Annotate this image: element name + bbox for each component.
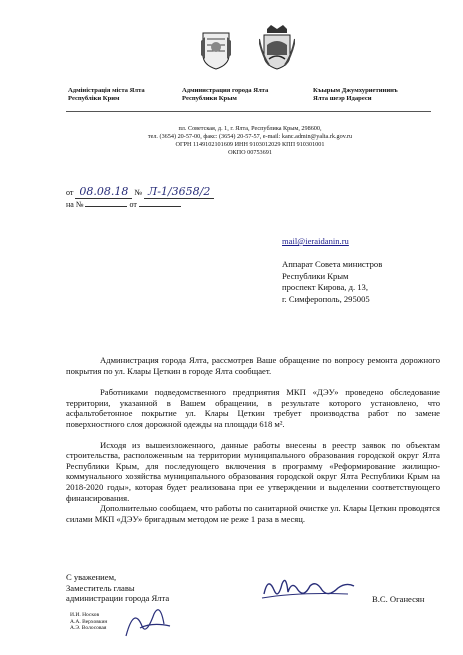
letter-body <box>66 355 440 524</box>
yalta-coat-of-arms-icon <box>259 25 295 71</box>
closing-line: С уважением, <box>66 572 117 582</box>
executor-name: И.И. Носков <box>70 612 100 618</box>
recipient-email[interactable]: mail@ieraidanin.ru <box>282 236 349 246</box>
requisites-ogrn: ОГРН 1149102101609 ИНН 9103012029 КПП 910301001 <box>175 141 325 148</box>
crimea-coat-of-arms-icon <box>201 29 231 71</box>
requisites-block <box>90 125 410 157</box>
recipient-line: Республики Крым <box>282 270 349 281</box>
header-center-russian: Администрация города Ялта Республики Крым <box>182 87 269 102</box>
requisites-address: пл. Советская, д. 1, г. Ялта, Республика Крым, 298600, <box>178 125 322 132</box>
reference-line <box>66 200 181 209</box>
executor-name: А.Э. Волосовая <box>70 625 107 632</box>
header-divider <box>66 111 431 112</box>
recipient-line: Аппарат Совета министров <box>282 259 383 269</box>
header-left-ukrainian: Адміністрація міста Ялта Республіки Крим <box>68 87 145 102</box>
ref-from-label: от <box>129 200 137 209</box>
ref-label: на № <box>66 200 84 209</box>
signatory-name: В.С. Оганесян <box>372 594 425 604</box>
body-paragraph: Работниками подведомственного предприятия МКП «ДЭУ» проведено обследование территории, указанной в Вашем обращении, в результате которого установлено, что асфальтобетонное покрытие ул. Клары Цеткин требует производства работ по замене поверхностного слоя дорожной одежды на площади 618 м². <box>66 387 440 429</box>
outgoing-date-line <box>66 185 214 198</box>
initials-scribble <box>120 596 180 642</box>
handwritten-signature <box>258 570 358 606</box>
header-right-crimean-tatar: Къырым Джумхуриетининъ Ялта шеэр Идареси <box>313 87 398 102</box>
closing-line: Заместитель главы <box>66 582 135 593</box>
body-paragraph: Дополнительно сообщаем, что работы по санитарной очистке ул. Клары Цеткин проводятся силами МКП «ДЭУ» бригадным методом не реже 1 раза в месяц. <box>66 503 440 524</box>
recipient-line: проспект Кирова, д. 13, <box>282 282 368 292</box>
executor-name: А.А. Верховкин <box>70 618 108 625</box>
number-label: № <box>134 188 143 197</box>
outgoing-number: Л-1/3658/2 <box>144 185 214 199</box>
requisites-okpo: ОКПО 00753691 <box>228 149 272 156</box>
recipient-line: г. Симферополь, 295005 <box>282 293 370 304</box>
requisites-phone: тел. (3654) 20-57-00, факс: (3654) 20-57-57, e-mail: kanc.admin@yalta.rk.gov.ru <box>147 133 353 140</box>
body-paragraph: Исходя из вышеизложенного, данные работы внесены в реестр заявок по объектам строительства, расположенным на территории муниципального образования городской округ Ялта Республики Крым, для последующего включения в программу «Реформирование жилищно-коммунального хозяйства муниципального образования городской округ Ялта Республики Крым на 2018-2020 годы», которая будет реализована при ее утверждении и выделении соответствующего финансирования. <box>66 439 440 503</box>
closing-line: администрации города Ялта <box>66 593 170 604</box>
outgoing-date: 08.08.18 <box>75 185 132 199</box>
body-paragraph: Администрация города Ялта, рассмотрев Ваше обращение по вопросу ремонта дорожного покрытия по ул. Клары Цеткин в городе Ялта сообщает. <box>66 355 440 376</box>
recipient-address <box>282 259 382 305</box>
executors-block <box>70 612 107 632</box>
from-label: от <box>66 188 74 197</box>
